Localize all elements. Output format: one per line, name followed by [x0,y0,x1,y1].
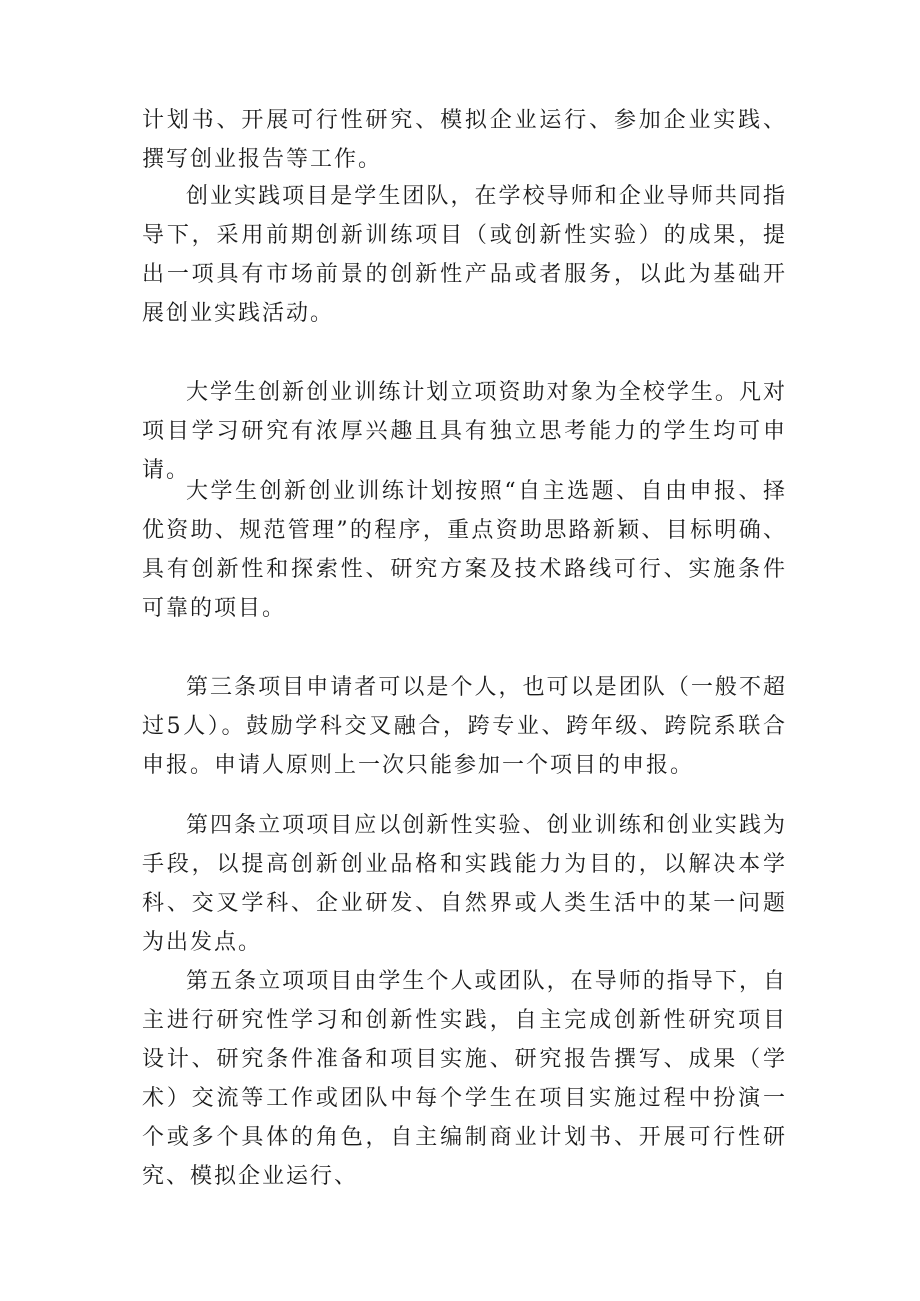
paragraph-article-5: 第五条立项项目由学生个人或团队，在导师的指导下，自主进行研究性学习和创新性实践，自主完成创新性研究项目设计、研究条件准备和项目实施、研究报告撰写、成果（学术）交流等工作或团队中每个学生在项目实施过程中扮演一个或多个具体的角色，自主编制商业计划书、开展可行性研究、模拟企业运行、 [142,969,787,1189]
paragraph-article-4: 第四条立项项目应以创新性实验、创业训练和创业实践为手段，以提高创新创业品格和实践能力为目的，以解决本学科、交叉学科、企业研发、自然界或人类生活中的某一问题为出发点。 [142,813,787,955]
paragraph-funding-eligibility: 大学生创新创业训练计划立项资助对象为全校学生。凡对项目学习研究有浓厚兴趣且具有独立思考能力的学生均可申请。 [142,380,787,483]
paragraph-article-3: 第三条项目申请者可以是个人，也可以是团队（一般不超过5人）。鼓励学科交叉融合，跨专业、跨年级、跨院系联合申报。申请人原则上一次只能参加一个项目的申报。 [142,675,787,778]
paragraph-funding-procedure: 大学生创新创业训练计划按照“自主选题、自由申报、择优资助、规范管理”的程序，重点资助思路新颖、目标明确、具有创新性和探索性、研究方案及技术路线可行、实施条件可靠的项目。 [142,479,787,621]
paragraph-entrepreneurship-practice: 创业实践项目是学生团队，在学校导师和企业导师共同指导下，采用前期创新训练项目（或创新性实验）的成果，提出一项具有市场前景的创新性产品或者服务，以此为基础开展创业实践活动。 [142,184,787,326]
paragraph-continuation: 计划书、开展可行性研究、模拟企业运行、参加企业实践、撰写创业报告等工作。 [142,108,787,172]
